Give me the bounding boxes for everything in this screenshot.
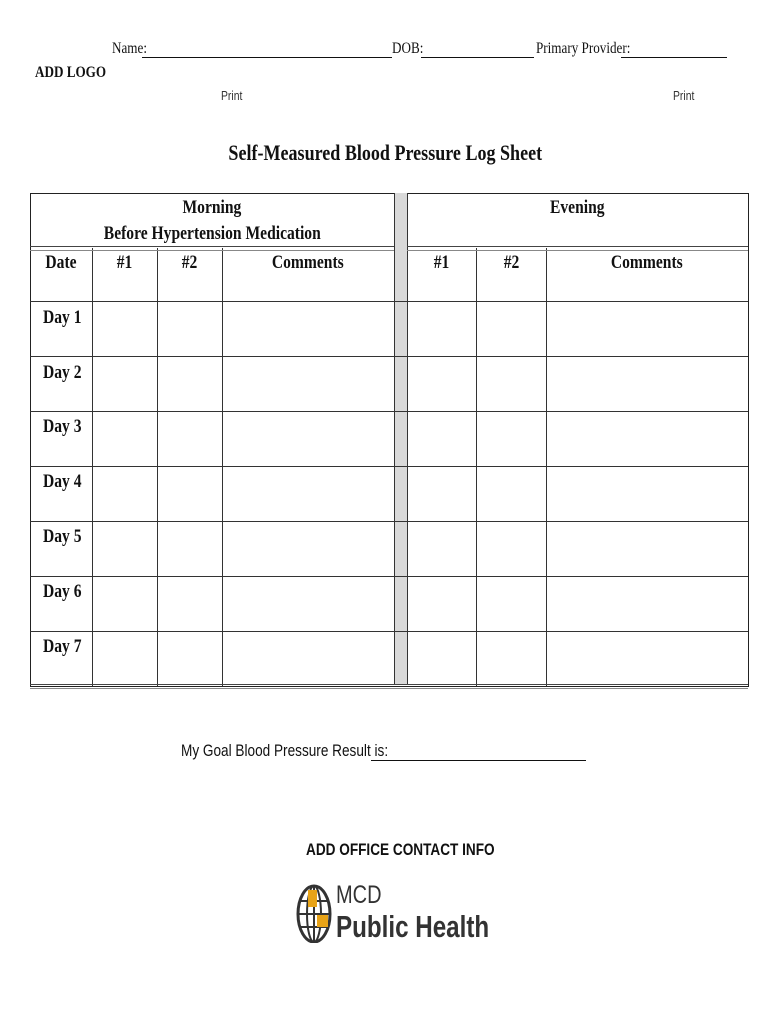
col-evening-comments: Comments xyxy=(611,252,683,273)
goal-label: My Goal Blood Pressure Result is: xyxy=(181,741,389,760)
col-evening-2: #2 xyxy=(503,252,519,273)
row-label-day-4: Day 4 xyxy=(43,471,82,492)
mcd-public-health-logo xyxy=(294,881,490,947)
provider-label: Primary Provider: xyxy=(536,40,631,57)
col-evening-1: #1 xyxy=(433,252,449,273)
row-label-day-6: Day 6 xyxy=(43,581,82,602)
col-morning-1: #1 xyxy=(116,252,133,273)
office-contact-placeholder: ADD OFFICE CONTACT INFO xyxy=(306,840,495,859)
dob-label: DOB: xyxy=(392,40,424,57)
dob-field-line[interactable] xyxy=(421,57,534,58)
row-label-day-5: Day 5 xyxy=(43,526,82,547)
row-label-day-3: Day 3 xyxy=(43,416,82,437)
logo-line-public-health: Public Health xyxy=(336,909,490,944)
provider-field-line[interactable] xyxy=(621,57,727,58)
print-hint-name: Print xyxy=(221,88,243,103)
row-label-day-2: Day 2 xyxy=(43,362,82,383)
goal-field-line[interactable] xyxy=(371,760,586,761)
evening-heading: Evening xyxy=(549,197,605,218)
row-label-day-1: Day 1 xyxy=(43,307,82,328)
globe-icon xyxy=(294,881,334,943)
col-morning-2: #2 xyxy=(181,252,198,273)
col-date: Date xyxy=(45,252,77,273)
name-field-line[interactable] xyxy=(142,57,392,58)
row-label-day-7: Day 7 xyxy=(43,636,82,657)
page-title: Self-Measured Blood Pressure Log Sheet xyxy=(228,140,542,165)
col-morning-comments: Comments xyxy=(272,252,344,273)
logo-line-mcd: MCD xyxy=(336,881,382,909)
morning-subheading: Before Hypertension Medication xyxy=(103,223,321,244)
add-logo-placeholder: ADD LOGO xyxy=(35,64,107,81)
bp-log-table xyxy=(30,193,749,687)
print-hint-provider: Print xyxy=(673,88,695,103)
name-label: Name: xyxy=(112,40,147,57)
morning-heading: Morning xyxy=(182,197,242,218)
